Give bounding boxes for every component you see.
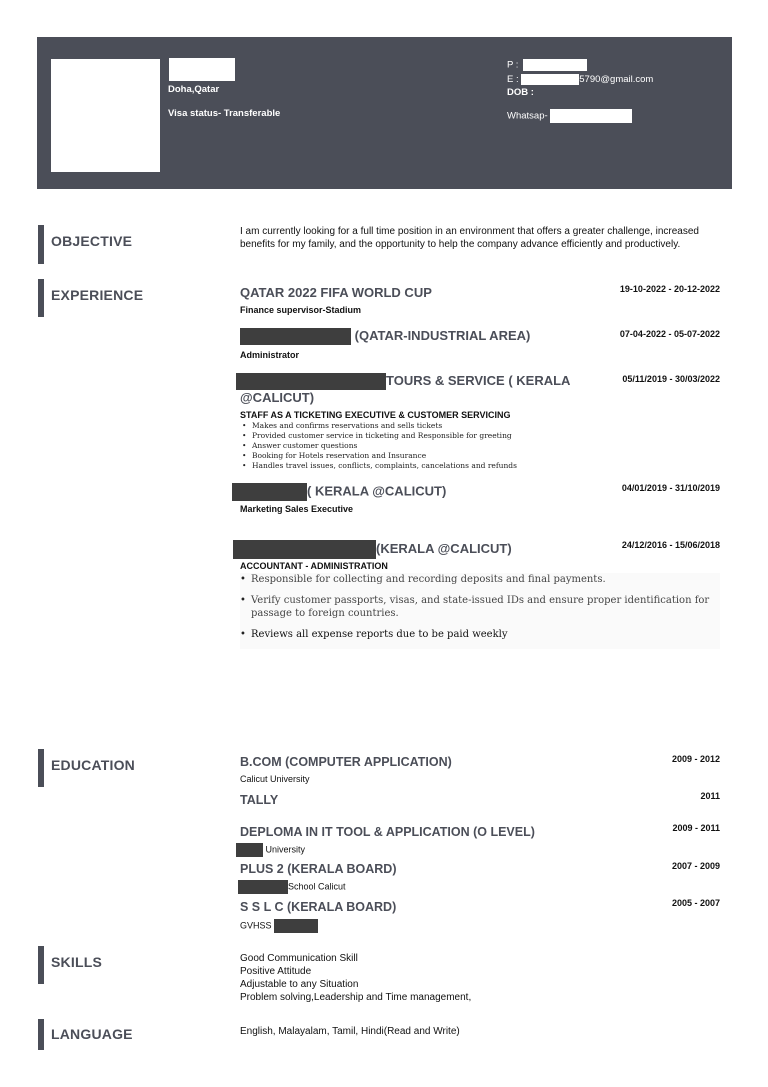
education-dates: 2007 - 2009 — [671, 861, 720, 871]
education-dates: 2009 - 2011 — [672, 823, 720, 833]
job-role: ACCOUNTANT - ADMINISTRATION — [240, 561, 388, 571]
skill-item: Problem solving,Leadership and Time management, — [240, 992, 472, 1003]
company-redacted — [236, 373, 386, 390]
education-institution: School Calicut — [288, 881, 346, 892]
education-title: S S L C (KERALA BOARD) — [240, 900, 397, 914]
job-role: Administrator — [240, 350, 300, 360]
email-suffix: 5790@gmail.com — [579, 74, 654, 86]
whatsapp-label: Whatsap- — [507, 110, 548, 122]
education-dates: 2009 - 2012 — [671, 754, 720, 764]
education-title: B.COM (COMPUTER APPLICATION) — [240, 755, 452, 769]
education-title: DEPLOMA IN IT TOOL & APPLICATION (O LEVEL) — [240, 825, 535, 839]
job-title-text: TOURS & SERVICE ( KERALA — [386, 373, 571, 388]
job-dates: 05/11/2019 - 30/03/2022 — [622, 374, 720, 384]
objective-text: I am currently looking for a full time position in an environment that offers a greater challenge, increased benefits for my family, and the opportunity to help the company advance efficiently and productively. — [240, 226, 699, 250]
job-title — [232, 483, 446, 501]
profile-photo-redacted — [51, 59, 160, 172]
email-redacted — [521, 74, 579, 85]
job-title — [236, 373, 570, 390]
language-bar — [38, 1019, 44, 1050]
job-duties-list — [240, 573, 720, 649]
phone-label: P : — [507, 59, 519, 71]
phone-line — [507, 59, 587, 71]
education-institution-line — [238, 880, 346, 894]
experience-bar — [38, 279, 44, 317]
list-item: • Booking for Hotels reservation and Insurance — [252, 451, 517, 461]
job-role: Marketing Sales Executive — [240, 504, 354, 514]
education-bar — [38, 749, 44, 787]
list-item: • Responsible for collecting and recording deposits and final payments. — [251, 573, 720, 586]
job-title-text: ( KERALA @CALICUT) — [307, 483, 447, 499]
section-title-education: EDUCATION — [51, 757, 135, 773]
skills-bar — [38, 946, 44, 984]
education-dates: 2005 - 2007 — [671, 898, 720, 908]
institution-redacted — [274, 919, 318, 933]
job-dates: 19-10-2022 - 20-12-2022 — [619, 284, 720, 294]
job-role: Finance supervisor-Stadium — [240, 305, 362, 315]
job-role: STAFF AS A TICKETING EXECUTIVE & CUSTOMER SERVICING — [240, 410, 511, 420]
company-redacted — [233, 540, 376, 559]
job-title: QATAR 2022 FIFA WORLD CUP — [240, 285, 432, 300]
whatsapp-redacted — [550, 109, 632, 123]
list-item: • Provided customer service in ticketing and Responsible for greeting — [252, 431, 517, 441]
skill-item: Adjustable to any Situation — [240, 979, 359, 990]
email-label: E : — [507, 74, 519, 86]
job-dates: 07-04-2022 - 05-07-2022 — [619, 329, 720, 339]
skill-item: Good Communication Skill — [240, 953, 358, 964]
objective-bar — [38, 225, 44, 264]
job-title-line2: @CALICUT) — [240, 390, 315, 405]
list-item: • Answer customer questions — [252, 441, 517, 451]
section-title-objective: OBJECTIVE — [51, 233, 133, 249]
phone-redacted — [523, 59, 587, 71]
skill-item: Positive Attitude — [240, 966, 312, 977]
name-redacted — [169, 58, 235, 81]
list-item: • Reviews all expense reports due to be paid weekly — [251, 628, 720, 641]
dob-label: DOB : — [507, 87, 534, 98]
visa-status: Visa status- Transferable — [168, 108, 281, 119]
whatsapp-line — [507, 109, 632, 123]
job-dates: 04/01/2019 - 31/10/2019 — [621, 483, 720, 493]
email-line — [507, 74, 653, 85]
institution-redacted — [238, 880, 288, 894]
skills-list — [240, 952, 471, 1004]
education-institution-line — [240, 919, 318, 933]
resume-header — [37, 37, 732, 189]
section-title-skills: SKILLS — [51, 954, 102, 970]
section-title-language: LANGUAGE — [51, 1026, 133, 1042]
education-dates: 2011 — [700, 791, 720, 801]
company-redacted — [240, 328, 351, 345]
location: Doha,Qatar — [168, 84, 220, 95]
education-institution: Calicut University — [240, 774, 310, 784]
list-item: • Verify customer passports, visas, and state-issued IDs and ensure proper identification for passage to foreign countries. — [251, 594, 720, 620]
job-title — [240, 328, 530, 345]
company-redacted — [232, 483, 307, 501]
job-duties-list — [252, 421, 517, 471]
job-title-text: (QATAR-INDUSTRIAL AREA) — [354, 328, 531, 343]
job-dates: 24/12/2016 - 15/06/2018 — [621, 540, 720, 550]
language-text: English, Malayalam, Tamil, Hindi(Read and Write) — [240, 1026, 460, 1037]
education-institution: University — [265, 844, 306, 855]
list-item: • Makes and confirms reservations and sells tickets — [252, 421, 517, 431]
education-title: TALLY — [240, 793, 279, 807]
job-title — [233, 540, 512, 559]
education-title: PLUS 2 (KERALA BOARD) — [240, 862, 397, 876]
education-institution-line — [236, 843, 305, 857]
institution-redacted — [236, 843, 263, 857]
list-item: • Handles travel issues, conflicts, complaints, cancelations and refunds — [252, 461, 517, 471]
job-title-text: (KERALA @CALICUT) — [376, 540, 512, 556]
section-title-experience: EXPERIENCE — [51, 287, 144, 303]
education-institution: GVHSS — [240, 920, 272, 931]
